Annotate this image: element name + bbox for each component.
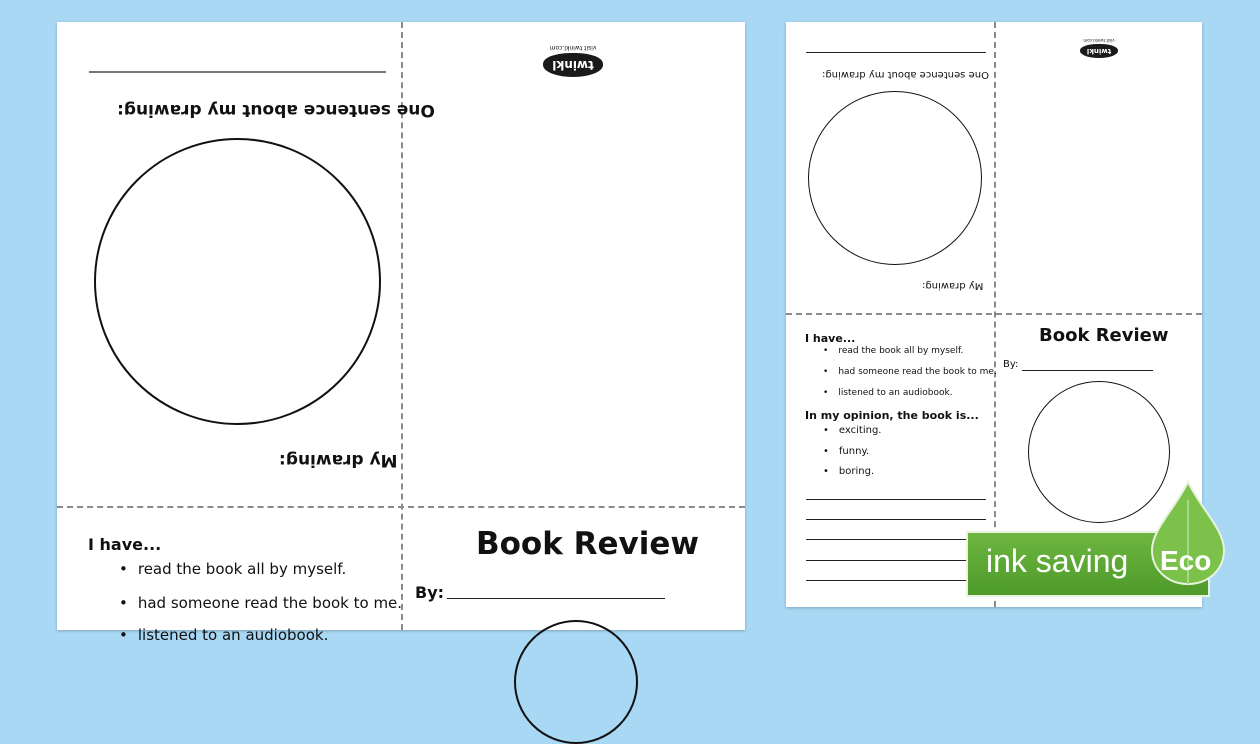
logo-url: visit twinkl.com xyxy=(1083,38,1115,43)
have-item: • listened to an audiobook. xyxy=(823,388,953,398)
have-heading: I have... xyxy=(88,535,162,554)
answer-line xyxy=(806,580,986,581)
author-line xyxy=(447,598,665,599)
sentence-writing-line xyxy=(89,71,386,73)
twinkl-logo xyxy=(543,44,603,77)
drawing-label: My drawing: xyxy=(279,450,398,470)
opinion-item: • boring. xyxy=(823,466,874,477)
drawing-label: My drawing: xyxy=(922,280,984,291)
by-label: By: xyxy=(1003,359,1019,370)
cover-circle xyxy=(1028,381,1170,523)
book-review-title: Book Review xyxy=(1039,325,1169,346)
have-item: • had someone read the book to me. xyxy=(119,594,402,612)
sentence-label: One sentence about my drawing: xyxy=(117,100,435,120)
drawing-circle xyxy=(94,138,381,425)
twinkl-logo-mark: twinkl xyxy=(543,53,603,77)
have-item: • read the book all by myself. xyxy=(823,346,963,356)
fold-line-horizontal xyxy=(57,506,745,508)
logo-url: visit twinkl.com xyxy=(549,44,597,51)
fold-line-horizontal xyxy=(786,313,1202,315)
have-item: • read the book all by myself. xyxy=(119,560,346,578)
sentence-writing-line xyxy=(806,52,986,53)
answer-line xyxy=(806,499,986,500)
twinkl-logo-mark: twinkl xyxy=(1080,44,1118,58)
small-booklet-sheet xyxy=(786,22,1202,607)
drawing-circle xyxy=(808,91,982,265)
author-line xyxy=(1022,370,1153,371)
have-item: • had someone read the book to me. xyxy=(823,367,997,377)
by-label: By: xyxy=(415,583,445,602)
opinion-heading: In my opinion, the book is... xyxy=(805,409,979,422)
eco-label: Eco xyxy=(1160,545,1212,576)
large-booklet-sheet xyxy=(57,22,745,644)
twinkl-logo xyxy=(1080,38,1118,58)
answer-line xyxy=(806,539,986,540)
have-heading: I have... xyxy=(805,332,856,345)
sentence-label: One sentence about my drawing: xyxy=(822,69,989,80)
cover-circle xyxy=(514,620,638,744)
opinion-item: • exciting. xyxy=(823,425,881,436)
answer-line xyxy=(806,560,986,561)
ink-saving-label: ink saving xyxy=(986,543,1129,579)
opinion-item: • funny. xyxy=(823,446,869,457)
have-item: • listened to an audiobook. xyxy=(119,626,328,644)
book-review-title: Book Review xyxy=(476,526,700,562)
answer-line xyxy=(806,519,986,520)
